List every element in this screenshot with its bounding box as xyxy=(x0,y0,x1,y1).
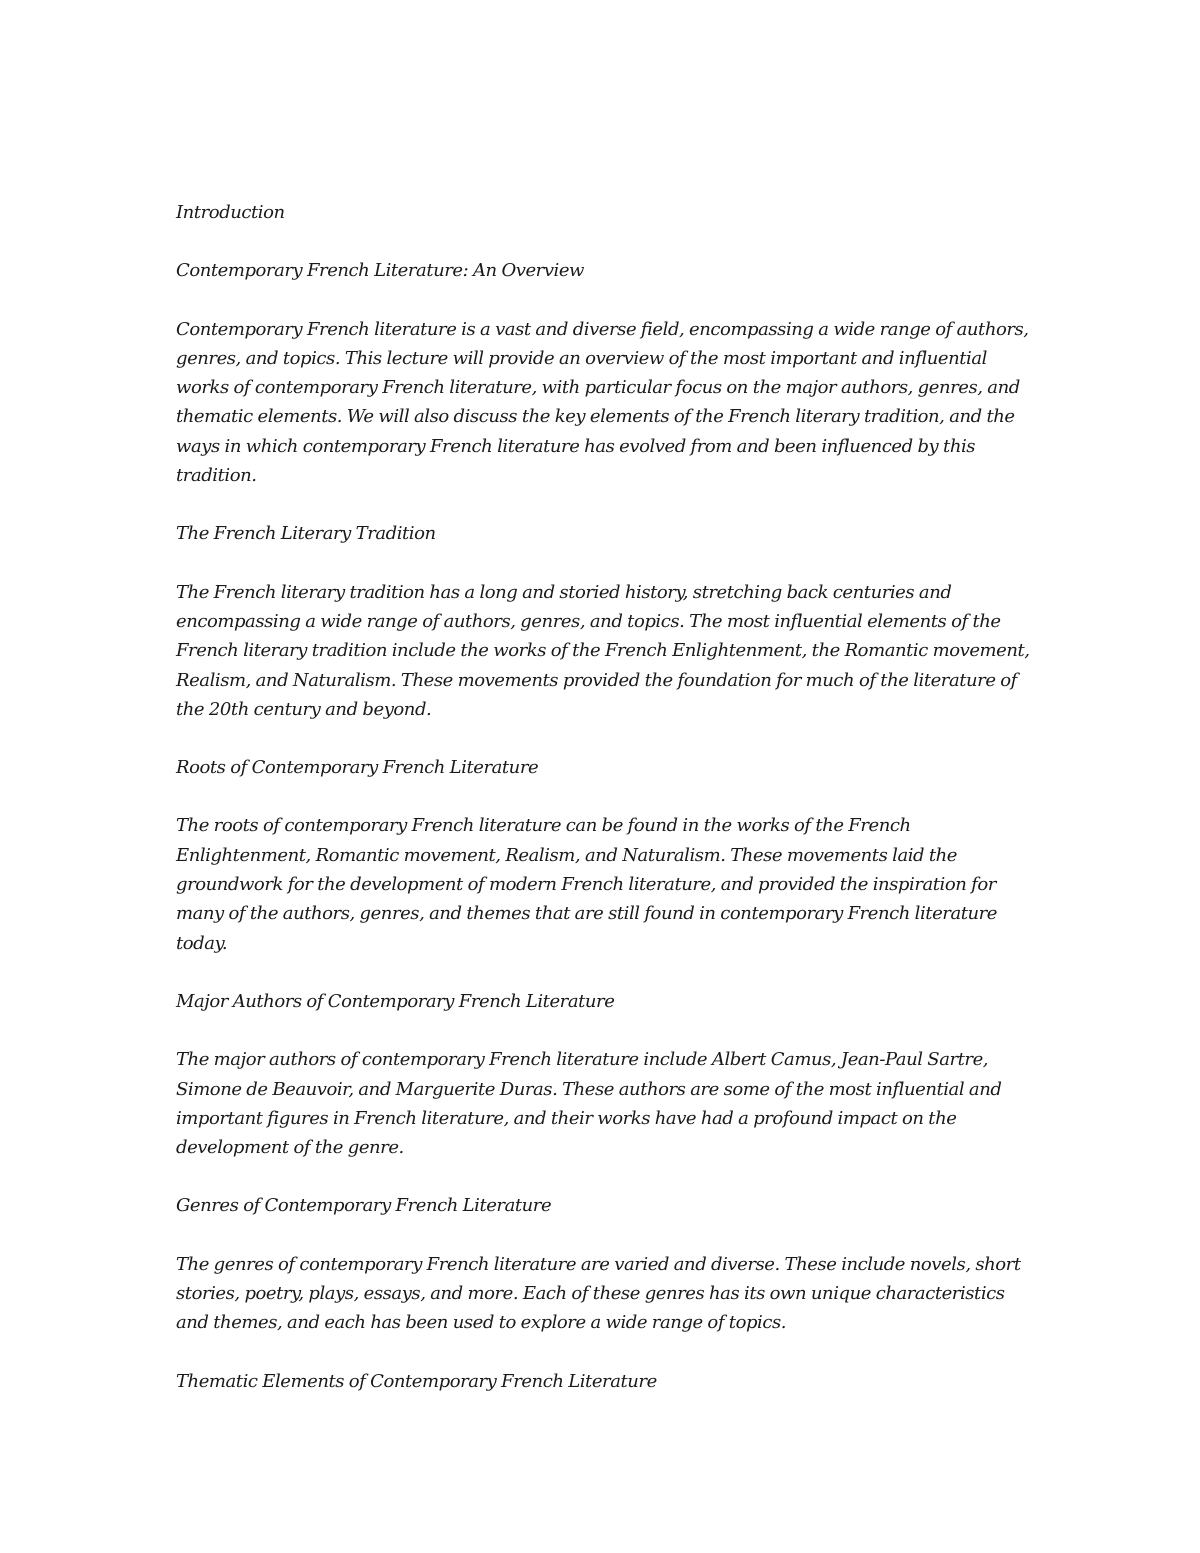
paragraph-roots: The roots of contemporary French literature can be found in the works of the French Enlightenment, Romantic movement, Realism, and Naturalism. These movements laid the groundwork for the development of modern French literature, and provided the inspiration for many of the authors, genres, and themes that are still found in contemporary French literature today. xyxy=(176,815,998,954)
heading-french-literary-tradition: The French Literary Tradition xyxy=(176,523,436,545)
paragraph-major-authors: The major authors of contemporary French literature include Albert Camus, Jean-Paul Sartre, Simone de Beauvoir, and Marguerite Duras. These authors are some of the most influential and important figures in French literature, and their works have had a profound impact on the development of the genre. xyxy=(176,1049,1002,1159)
heading-genres: Genres of Contemporary French Literature xyxy=(176,1195,552,1217)
document-body xyxy=(176,198,1036,1425)
heading-thematic-elements: Thematic Elements of Contemporary French Literature xyxy=(176,1370,657,1392)
heading-overview: Contemporary French Literature: An Overview xyxy=(176,260,585,282)
paragraph-french-literary-tradition: The French literary tradition has a long and storied history, stretching back centuries and encompassing a wide range of authors, genres, and topics. The most influential elements of the French literary tradition include the works of the French Enlightenment, the Romantic movement, Realism, and Naturalism. These movements provided the foundation for much of the literature of the 20th century and beyond. xyxy=(176,581,1030,720)
heading-introduction: Introduction xyxy=(176,202,285,223)
paragraph-genres: The genres of contemporary French literature are varied and diverse. These include novels, short stories, poetry, plays, essays, and more. Each of these genres has its own unique characteristics and themes, and each has been used to explore a wide range of topics. xyxy=(176,1253,1021,1334)
paragraph-overview: Contemporary French literature is a vast and diverse field, encompassing a wide range of authors, genres, and topics. This lecture will provide an overview of the most important and influential works of contemporary French literature, with particular focus on the major authors, genres, and thematic elements. We will also discuss the key elements of the French literary tradition, and the ways in which contemporary French literature has evolved from and been influenced by this tradition. xyxy=(176,318,1029,487)
heading-major-authors: Major Authors of Contemporary French Literature xyxy=(176,990,615,1012)
heading-roots: Roots of Contemporary French Literature xyxy=(176,757,539,779)
